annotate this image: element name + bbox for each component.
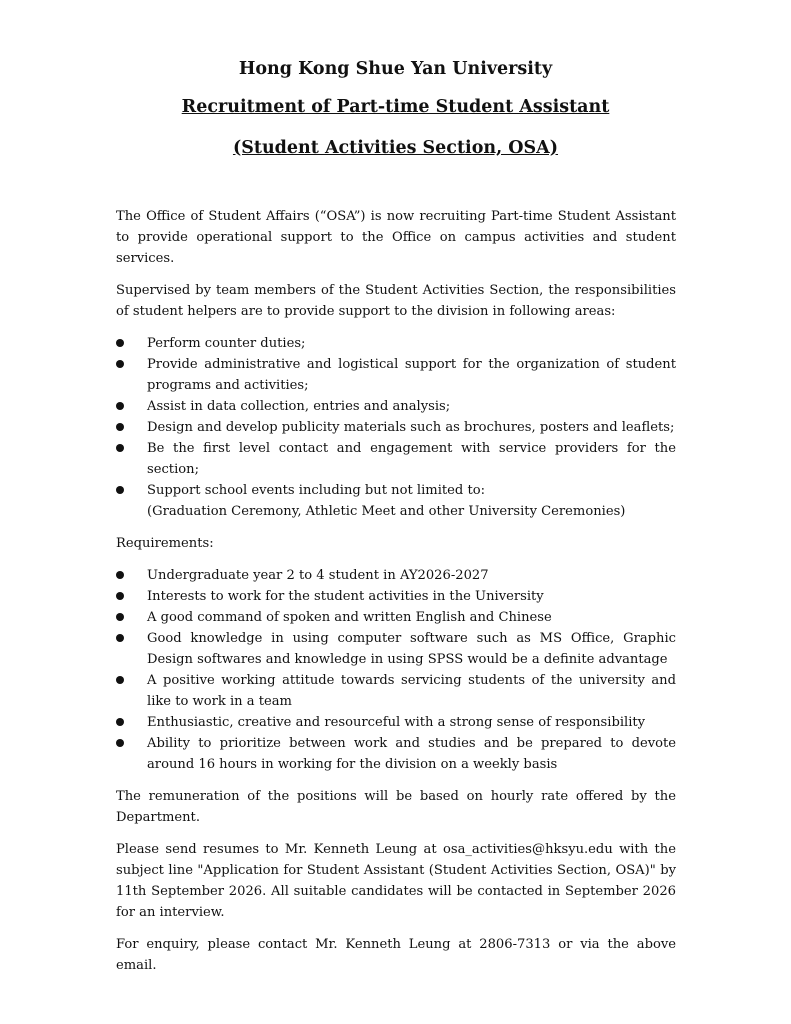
remuneration-paragraph: The remuneration of the positions will be based on hourly rate offered by the Department. [116,789,676,825]
list-item-text: Perform counter duties; [147,336,306,351]
list-item-text: Assist in data collection, entries and analysis; [147,399,451,414]
bullet-icon [116,676,124,684]
bullet-icon [116,634,124,642]
bullet-icon [116,613,124,621]
list-item [116,670,676,712]
list-item-text: Enthusiastic, creative and resourceful with a strong sense of responsibility [147,715,646,730]
responsibilities-list [116,333,676,522]
list-item-text: Good knowledge in using computer software such as MS Office, Graphic Design softwares and knowledge in using SPSS would be a definite advantage [147,631,676,667]
list-item-text: Ability to prioritize between work and studies and be prepared to devote around 16 hours in working for the division on a weekly basis [147,736,676,772]
list-item [116,333,676,354]
bullet-icon [116,423,124,431]
list-item-text: Support school events including but not limited to: [147,483,485,498]
bullet-icon [116,339,124,347]
list-item-text: Be the first level contact and engagement with service providers for the section; [147,441,676,477]
list-item-text: Undergraduate year 2 to 4 student in AY2026-2027 [147,568,489,583]
responsibilities-intro: Supervised by team members of the Student Activities Section, the responsibilities of student helpers are to provide support to the division in following areas: [116,283,676,319]
list-item [116,712,676,733]
page-title: Recruitment of Part-time Student Assistant [181,97,610,117]
bullet-icon [116,571,124,579]
bullet-icon [116,592,124,600]
list-item-text: Interests to work for the student activities in the University [147,589,544,604]
list-item [116,354,676,396]
enquiry-paragraph: For enquiry, please contact Mr. Kenneth Leung at 2806-7313 or via the above email. [116,937,676,973]
list-item [116,396,676,417]
bullet-icon [116,739,124,747]
list-item [116,438,676,480]
list-item-subtext: (Graduation Ceremony, Athletic Meet and other University Ceremonies) [147,504,626,519]
page-subtitle: (Student Activities Section, OSA) [232,138,559,158]
list-item [116,607,676,628]
list-item-text: Provide administrative and logistical support for the organization of student programs and activities; [147,357,676,393]
requirements-list [116,565,676,775]
list-item-text: Design and develop publicity materials such as brochures, posters and leaflets; [147,420,675,435]
bullet-icon [116,718,124,726]
list-item-text: A good command of spoken and written English and Chinese [147,610,552,625]
list-item [116,417,676,438]
list-item [116,733,676,775]
bullet-icon [116,360,124,368]
list-item [116,565,676,586]
application-paragraph: Please send resumes to Mr. Kenneth Leung at osa_activities@hksyu.edu with the subject line "Application for Student Assistant (Student Activities Section, OSA)" by 11th September 2026. All suitable candidates will be contacted in September 2026 for an interview. [116,842,676,920]
list-item [116,480,676,522]
bullet-icon [116,486,124,494]
document-body [116,206,676,987]
list-item-text: A positive working attitude towards servicing students of the university and like to work in a team [147,673,676,709]
requirements-heading: Requirements: [116,536,214,551]
university-name: Hong Kong Shue Yan University [238,59,553,79]
bullet-icon [116,402,124,410]
list-item [116,586,676,607]
list-item [116,628,676,670]
bullet-icon [116,444,124,452]
intro-paragraph: The Office of Student Affairs (“OSA”) is now recruiting Part-time Student Assistant to provide operational support to the Office on campus activities and student services. [116,209,676,266]
